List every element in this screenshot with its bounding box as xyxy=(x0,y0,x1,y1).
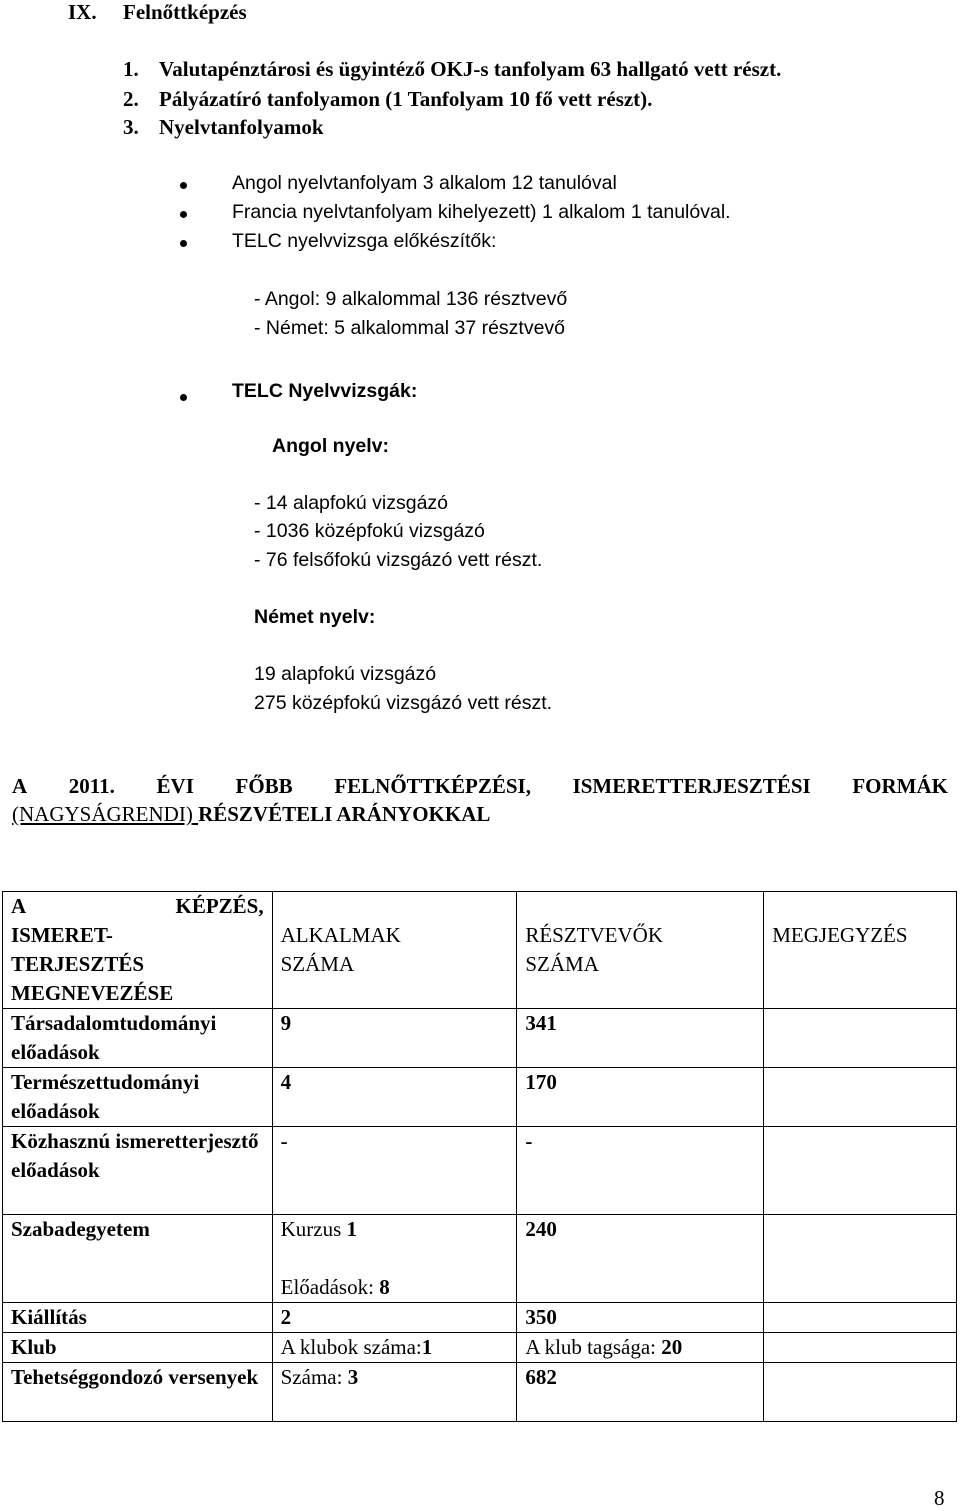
heading-rest: RÉSZVÉTELI ARÁNYOKKAL xyxy=(198,802,491,826)
heading-word: A xyxy=(12,774,28,798)
english-item: - 76 felsőfokú vizsgázó vett részt. xyxy=(254,549,543,571)
heading-word: FŐBB xyxy=(235,774,293,798)
list-item-number: 2. xyxy=(123,87,139,111)
table-row: Kiállítás 2 350 xyxy=(3,1303,957,1333)
german-title: Német nyelv: xyxy=(254,606,376,628)
table-heading-line2 xyxy=(12,802,490,827)
bullet-text: Francia nyelvtanfolyam kihelyezett) 1 alkalom 1 tanulóval. xyxy=(232,201,731,223)
bullet-icon xyxy=(180,394,187,401)
table-row: Tehetséggondozó versenyek Száma: 3 682 xyxy=(3,1363,957,1422)
heading-word: FORMÁK xyxy=(852,774,948,798)
list-item-text: Pályázatíró tanfolyamon (1 Tanfolyam 10 fő vett részt). xyxy=(159,87,653,111)
heading-word: ÉVI xyxy=(156,774,194,798)
count-cell: Kurzus 1 Előadások: 8 xyxy=(272,1215,517,1303)
bullet-icon xyxy=(180,182,187,189)
header-cell: RÉSZTVEVŐK SZÁMA xyxy=(517,892,764,1009)
english-item: - 1036 középfokú vizsgázó xyxy=(254,520,485,542)
table-row: Társadalomtudományi előadások 9 341 xyxy=(3,1009,957,1068)
heading-underlined: (NAGYSÁGRENDI) xyxy=(12,802,193,826)
section-number: IX. xyxy=(68,0,97,24)
table-row: Közhasznú ismeretterjesztő előadások - - xyxy=(3,1127,957,1215)
participants-cell: A klub tagsága: 20 xyxy=(517,1333,764,1363)
header-cell: A KÉPZÉS, ISMERET- TERJESZTÉS MEGNEVEZÉSE xyxy=(3,892,273,1009)
german-item: 19 alapfokú vizsgázó xyxy=(254,663,437,685)
count-cell: Száma: 3 xyxy=(272,1363,517,1422)
table-row: Természettudományi előadások 4 170 xyxy=(3,1068,957,1127)
list-item-number: 1. xyxy=(123,57,139,81)
bullet-icon xyxy=(180,240,187,247)
list-item-number: 3. xyxy=(123,115,139,139)
telc-prep-item: - Német: 5 alkalommal 37 résztvevő xyxy=(254,317,566,339)
count-cell: A klubok száma:1 xyxy=(272,1333,517,1363)
table-heading-line1 xyxy=(12,774,948,799)
list-item-text: Nyelvtanfolyamok xyxy=(159,115,324,139)
participation-table xyxy=(2,891,957,1422)
bullet-text: TELC nyelvvizsga előkészítők: xyxy=(232,230,497,252)
table-row: Klub A klubok száma:1 A klub tagsága: 20 xyxy=(3,1333,957,1363)
header-cell: MEGJEGYZÉS xyxy=(764,892,957,1009)
english-title: Angol nyelv: xyxy=(272,435,390,457)
table-header-row xyxy=(3,892,957,1009)
header-cell: ALKALMAK SZÁMA xyxy=(272,892,517,1009)
telc-exams-title: TELC Nyelvvizsgák: xyxy=(232,380,418,402)
english-item: - 14 alapfokú vizsgázó xyxy=(254,492,449,514)
table-row: Szabadegyetem Kurzus 1 Előadások: 8 240 xyxy=(3,1215,957,1303)
german-item: 275 középfokú vizsgázó vett részt. xyxy=(254,692,553,714)
section-title: Felnőttképzés xyxy=(123,0,247,24)
page-number: 8 xyxy=(934,1486,945,1510)
list-item-text: Valutapénztárosi és ügyintéző OKJ-s tanfolyam 63 hallgató vett részt. xyxy=(159,57,782,81)
telc-prep-item: - Angol: 9 alkalommal 136 résztvevő xyxy=(254,288,568,310)
bullet-icon xyxy=(180,211,187,218)
heading-word: FELNŐTTKÉPZÉSI, xyxy=(334,774,531,798)
heading-word: ISMERETTERJESZTÉSI xyxy=(572,774,811,798)
heading-word: 2011. xyxy=(68,774,115,798)
bullet-text: Angol nyelvtanfolyam 3 alkalom 12 tanulóval xyxy=(232,172,617,194)
